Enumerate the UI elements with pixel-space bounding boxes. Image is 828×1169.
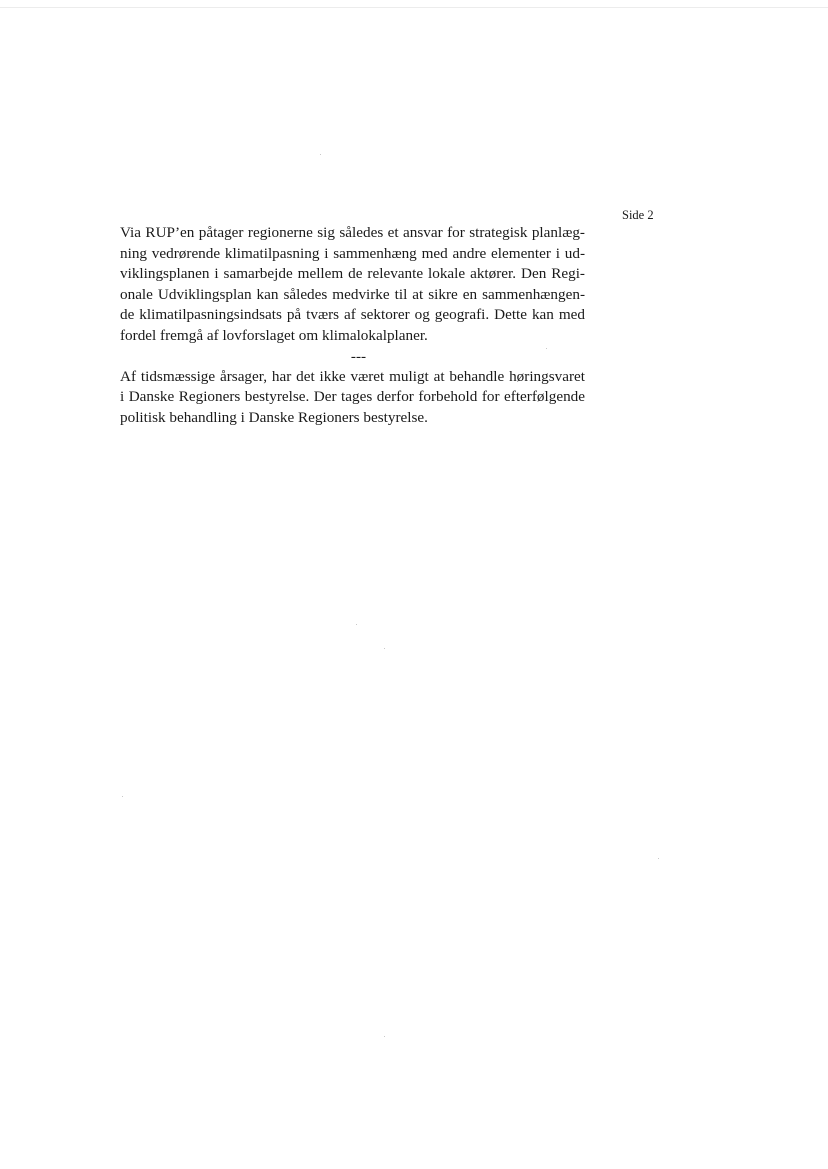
scan-speck: [384, 1036, 385, 1037]
paragraph-line: politisk behandling i Danske Regioners bestyrelse.: [120, 408, 428, 426]
page-top-edge: [0, 7, 828, 8]
paragraph-2: [120, 367, 585, 429]
paragraph-line: Af tidsmæssige årsager, har det ikke været muligt at behandle høringsvaret: [120, 367, 585, 385]
page-number: Side 2: [622, 208, 654, 222]
paragraph-line: fordel fremgå af lovforslaget om klimalokalplaner.: [120, 326, 428, 344]
paragraph-line: ning vedrørende klimatilpasning i sammenhæng med andre elementer i ud-: [120, 244, 585, 262]
scan-speck: [122, 796, 123, 797]
paragraph-line: Via RUP’en påtager regionerne sig således et ansvar for strategisk planlæg-: [120, 224, 585, 241]
paragraph-line: onale Udviklingsplan kan således medvirke til at sikre en sammenhængen-: [120, 285, 585, 303]
scan-speck: [320, 154, 321, 155]
paragraph-line: de klimatilpasningsindsats på tværs af sektorer og geografi. Dette kan med: [120, 306, 585, 324]
scan-speck: [658, 858, 659, 859]
scan-speck: [546, 348, 547, 349]
scan-speck: [384, 648, 385, 649]
body-text: [120, 223, 585, 428]
scan-speck: [356, 624, 357, 625]
paragraph-line: i Danske Regioners bestyrelse. Der tages derfor forbehold for efterfølgende: [120, 388, 585, 406]
paragraph-line: viklingsplanen i samarbejde mellem de relevante lokale aktører. Den Regi-: [120, 265, 585, 283]
section-separator: ---: [350, 347, 367, 365]
paragraph-1: [120, 223, 585, 347]
